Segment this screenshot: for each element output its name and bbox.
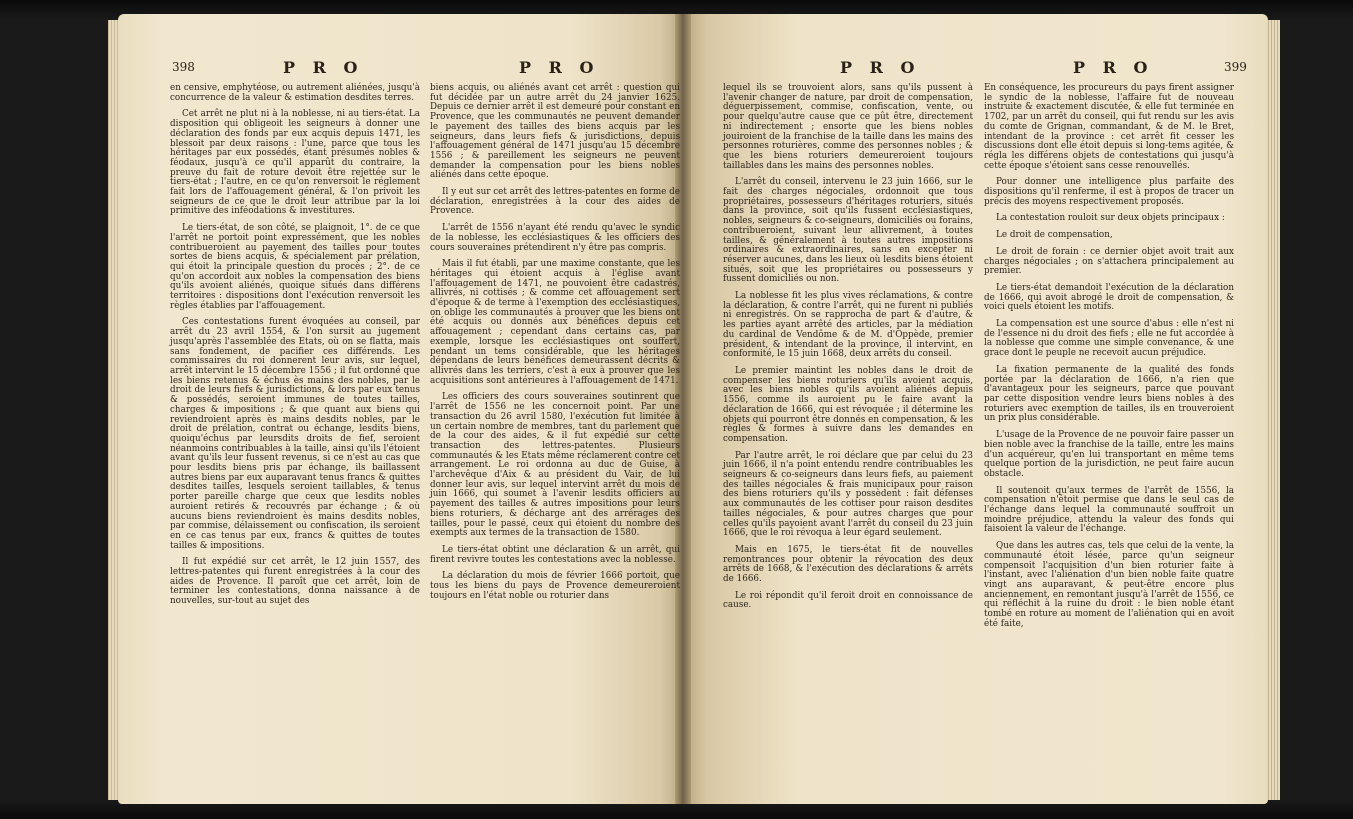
right-page-column-1 — [723, 84, 973, 618]
left-running-head-1: P R O — [283, 58, 364, 77]
left-page-column-2 — [430, 84, 680, 608]
paragraph: Mais il fut établi, par une maxime constante, que les héritages qui étoient acquis à l'église avant l'affouagement de 1471, ne pouvoient être cadastrés, allivrés, ni cottisés ; & comme cet affouagement sert d'époque & de terme à l'exemption des ecclésiastiques, on oblige les communautés à prouver que les biens ont été acquis ou donnés aux bénéfices depuis cet affouagement ; cependant dans certains cas, par exemple, lorsque les ecclésiastiques ont souffert, pendant un tems considérable, que les héritages dépendans de leurs bénéfices demeurassent décrits & allivrés dans les terriers, c'est à eux à prouver que les acquisitions sont antérieures à l'affouagement de 1471. — [430, 259, 680, 386]
paragraph: biens acquis, ou aliénés avant cet arrêt : question qui fut décidée par un autre arrêt du 24 janvier 1625. Depuis ce dernier arrêt il est demeuré pour constant en Provence, que les communautés ne peuvent demander le payement des tailles des biens acquis par les seigneurs, dans leurs fiefs & jurisdictions, depuis l'affouagement général de 1471 jusqu'au 15 décembre 1556 ; & pareillement les seigneurs ne peuvent demander la compensation pour les biens nobles aliénés dans cette époque. — [430, 83, 680, 181]
paragraph: Mais en 1675, le tiers-état fit de nouvelles remontrances pour obtenir la révocation des deux arrêts de 1668, & l'exécution des déclarations & arrêts de 1666. — [723, 544, 973, 585]
paragraph: Il soutenoit qu'aux termes de l'arrêt de 1556, la compensation n'étoit permise que dans le seul cas de l'échange dans lequel la communauté souffroit un moindre préjudice, attendu la valeur des fonds qui faisoient la valeur de l'échange. — [984, 485, 1234, 535]
paragraph: Le tiers-état, de son côté, se plaignoit, 1°. de ce que l'arrêt ne portoit point expressément, que les nobles contribueroient au payement des tailles pour toutes sortes de biens acquis, & spécialement par prélation, qui étoit la principale question du procès ; 2°. de ce qu'on accordoit aux nobles la compensation des biens qu'ils avoient aliénés, quoique situés dans différens territoires : dispositions dont l'exécution renversoit les règles établies par l'affouagement. — [170, 223, 420, 311]
paragraph: L'arrêt du conseil, intervenu le 23 juin 1666, sur le fait des charges négociales, ordonnoit que tous propriétaires, possesseurs d'héritages roturiers, situés dans la province, soit qu'ils fussent ecclésiastiques, nobles, seigneurs & co-seigneurs, domiciliés ou forains, contribueroient, suivant leur allivrement, à toutes tailles, & généralement à toutes autres impositions ordinaires & extraordinaires, sans en excepter ni réserver aucunes, dans les lieux où lesdits biens étoient situés, soit que les propriétaires ou possesseurs y fussent domiciliés ou non. — [723, 177, 973, 285]
left-running-head-2: P R O — [519, 58, 600, 77]
paragraph: L'arrêt de 1556 n'ayant été rendu qu'avec le syndic de la noblesse, les ecclésiastiques & les officiers des cours souveraines prétendirent n'y être pas compris. — [430, 223, 680, 253]
paragraph: Le droit de compensation, — [996, 230, 1113, 241]
paragraph: Cet arrêt ne plut ni à la noblesse, ni au tiers-état. La disposition qui obligeoit les seigneurs à donner une déclaration des fonds par eux acquis depuis 1471, les blessoit par deux raisons : l'une, parce que tous les héritages par eux possédés, étant présumés nobles & féodaux, jusqu'à ce qu'il apparût du contraire, la preuve du fait de roture devoit être rejettée sur le tiers-état ; l'autre, en ce qu'on renversoit le réglement fait lors de l'affouagement général, & l'on privoit les seigneurs de ce que le droit leur attribue par la loi primitive des inféodations & investitures. — [170, 109, 420, 217]
paragraph: Les officiers des cours souveraines soutinrent que l'arrêt de 1556 ne les concernoit point. Par une transaction du 26 avril 1580, l'exécution fut limitée à un certain nombre de membres, tant du parlement que de la cour des aides, & il fut expédié sur cette transaction des lettres-patentes. Plusieurs communautés & les Etats même réclamerent contre cet arrangement. Le roi ordonna au duc de Guise, à l'archevêque d'Aix & au président du Vair, de lui donner leur avis, sur lequel intervint arrêt du mois de juin 1666, qui soumet à l'avenir lesdits officiers au payement des tailles & autres impositions pour leurs biens roturiers, & décharge ant des arrérages des tailles, pour le passé, ceux qui étoient du nombre des exempts aux termes de la transaction de 1580. — [430, 392, 680, 539]
paragraph: Par l'autre arrêt, le roi déclare que par celui du 23 juin 1666, il n'a point entendu rendre contribuables les seigneurs & co-seigneurs dans leurs fiefs, au paiement des tailles négociales & frais municipaux pour raison des biens roturiers qu'ils y possèdent : fait défenses aux communautés de les cottiser pour raison desdites tailles négociales, & pour autres charges que pour celles qu'ils payoient avant l'arrêt du conseil du 23 juin 1666, que le roi révoqua à leur égard seulement. — [723, 450, 973, 539]
paragraph: lequel ils se trouvoient alors, sans qu'ils pussent à l'avenir changer de nature, par droit de compensation, déguerpissement, commise, confiscation, vente, ou pour quelqu'autre cause que ce pût être, directement ni indirectement ; ensorte que les biens nobles jouiroient de la franchise de la taille dans les mains des personnes roturières, comme des personnes nobles ; & que les biens roturiers demeureroient toujours taillables dans les mains des personnes nobles. — [723, 83, 973, 171]
paragraph: Le tiers-état obtint une déclaration & un arrêt, qui firent revivre toutes les contestations avec la noblesse. — [430, 544, 680, 565]
right-page-column-2 — [984, 84, 1234, 636]
right-running-head-1: P R O — [840, 58, 921, 77]
paragraph: L'usage de la Provence de ne pouvoir faire passer un bien noble avec la franchise de la taille, entre les mains d'un acquéreur, qu'en lui transportant en même tems quelque portion de la jurisdiction, ne peut faire aucun obstacle. — [984, 430, 1234, 479]
right-running-head-2: P R O — [1073, 58, 1154, 77]
paragraph: Pour donner une intelligence plus parfaite des dispositions qu'il renferme, il est à propos de tracer un précis des moyens respectivement proposés. — [984, 177, 1234, 207]
paragraph: La fixation permanente de la qualité des fonds portée par la déclaration de 1666, n'a rien que d'avantageux pour les seigneurs, parce que pouvant par cette disposition vendre leurs biens nobles à des roturiers avec exemption de tailles, ils en trouveroient un prix plus considérable. — [984, 364, 1234, 424]
paragraph: En conséquence, les procureurs du pays firent assigner le syndic de la noblesse, l'affaire fut de nouveau instruite & exactement discutée, & elle fut terminée en 1702, par un arrêt du conseil, qui fut rendu sur les avis du comte de Grignan, commandant, & de M. le Bret, intendant de la province : cet arrêt fit cesser les discussions dont elle étoit depuis si long-tems agitée, & régla les différens objets de contestations qui jusqu'à cette époque s'étoient sans cesse renouvellés. — [984, 83, 1234, 171]
paragraph: La noblesse fit les plus vives réclamations, & contre la déclaration, & contre l'arrêt, qui ne furent ni publiés ni enregistrés. On se rapprocha de part & d'autre, & les parties ayant arrêté des articles, par la médiation du cardinal de Vendôme & de M. d'Oppède, premier président, & intendant de la province, il intervint, en conformité, le 15 juin 1668, deux arrêts du conseil. — [723, 291, 973, 360]
paragraph: Il y eut sur cet arrêt des lettres-patentes en forme de déclaration, enregistrées à la cour des aides de Provence. — [430, 187, 680, 217]
paragraph: Ces contestations furent évoquées au conseil, par arrêt du 23 avril 1554, & l'on sursit au jugement jusqu'après l'assemblée des Etats, où on se flatta, mais sans fondement, de pacifier ces différends. Les commissaires du roi donnerent leur avis, sur lequel, arrêt intervint le 15 décembre 1556 ; il fut ordonné que les biens retenus & échus ès mains des nobles, par le droit de leurs fiefs & jurisdictions, & lors par eux tenus & possédés, seroient immunes de toutes tailles, charges & impositions ; & que quant aux biens qui reviendroient après ès mains desdits nobles, par le droit de prélation, contrat ou échange, lesdits biens, quoiqu'échus par leursdits droits de fief, seroient néanmoins contribuables à la taille, ainsi qu'ils l'étoient avant qu'ils leur fussent revenus, si ce n'est au cas que pour lesdits biens pris par échange, ils baillassent autres biens par eux auparavant tenus francs & quittes desdites tailles, lesquels seroient taillables, & tenus porter pareille charge que ceux que lesdits nobles auroient retirés & recouvrés par échange ; & où aucuns biens reviendroient ès mains desdits nobles, par commise, délaissement ou confiscation, ils seroient en ce cas tenus par eux, francs & quittes de toutes tailles & impositions. — [170, 317, 420, 551]
paragraph: Il fut expédié sur cet arrêt, le 12 juin 1557, des lettres-patentes qui furent enregistrées à la cour des aides de Provence. Il paroît que cet arrêt, loin de terminer les contestations, donna naissance à de nouvelles, sur-tout au sujet des — [170, 557, 420, 607]
right-page-edges — [1266, 20, 1280, 800]
right-page-number: 399 — [1224, 60, 1247, 74]
paragraph: La compensation est une source d'abus : elle n'est ni de l'essence ni du droit des fiefs ; elle ne fut accordée à la noblesse que comme une simple convenance, & une grace dont le peuple ne recevoit aucun préjudice. — [984, 319, 1234, 359]
left-page-column-1 — [170, 84, 420, 614]
left-page-number: 398 — [172, 60, 195, 74]
paragraph: Le roi répondit qu'il feroit droit en connoissance de cause. — [723, 590, 973, 611]
paragraph: Que dans les autres cas, tels que celui de la vente, la communauté étoit lésée, parce qu'un seigneur compensoit l'acquisition d'un bien roturier faite à l'instant, avec l'aliénation d'un bien noble faite quatre vingt ans auparavant, & peut-être encore plus anciennement, en remontant jusqu'à l'arrêt de 1556, ce qui réfléchit à la ruine du droit : le bien noble étant tombé en roture au moment de l'aliénation qui en avoit été faite, — [984, 541, 1234, 629]
paragraph: Le droit de forain : ce dernier objet avoit trait aux charges négociales ; on s'attachera principalement au premier. — [984, 246, 1234, 277]
paragraph: La déclaration du mois de février 1666 portoit, que tous les biens du pays de Provence demeureroient toujours en l'état noble ou roturier dans — [430, 571, 680, 601]
paragraph: La contestation rouloit sur deux objets principaux : — [996, 213, 1225, 224]
paragraph: Le tiers-état demandoit l'exécution de la déclaration de 1666, qui avoit abrogé le droit de compensation, & voici quels étoient les motifs. — [984, 282, 1234, 313]
paragraph: Le premier maintint les nobles dans le droit de compenser les biens roturiers qu'ils avoient acquis, avec les biens nobles qu'ils avoient aliénés depuis 1556, comme ils auroient pu le faire avant la déclaration de 1666, qui est révoquée ; il détermine les objets qui pourront être donnés en compensation, & les règles & formes à suivre dans les demandes en compensation. — [723, 365, 973, 444]
paragraph: en censive, emphytéose, ou autrement aliénées, jusqu'à concurrence de la valeur & estimation desdites terres. — [170, 83, 420, 103]
